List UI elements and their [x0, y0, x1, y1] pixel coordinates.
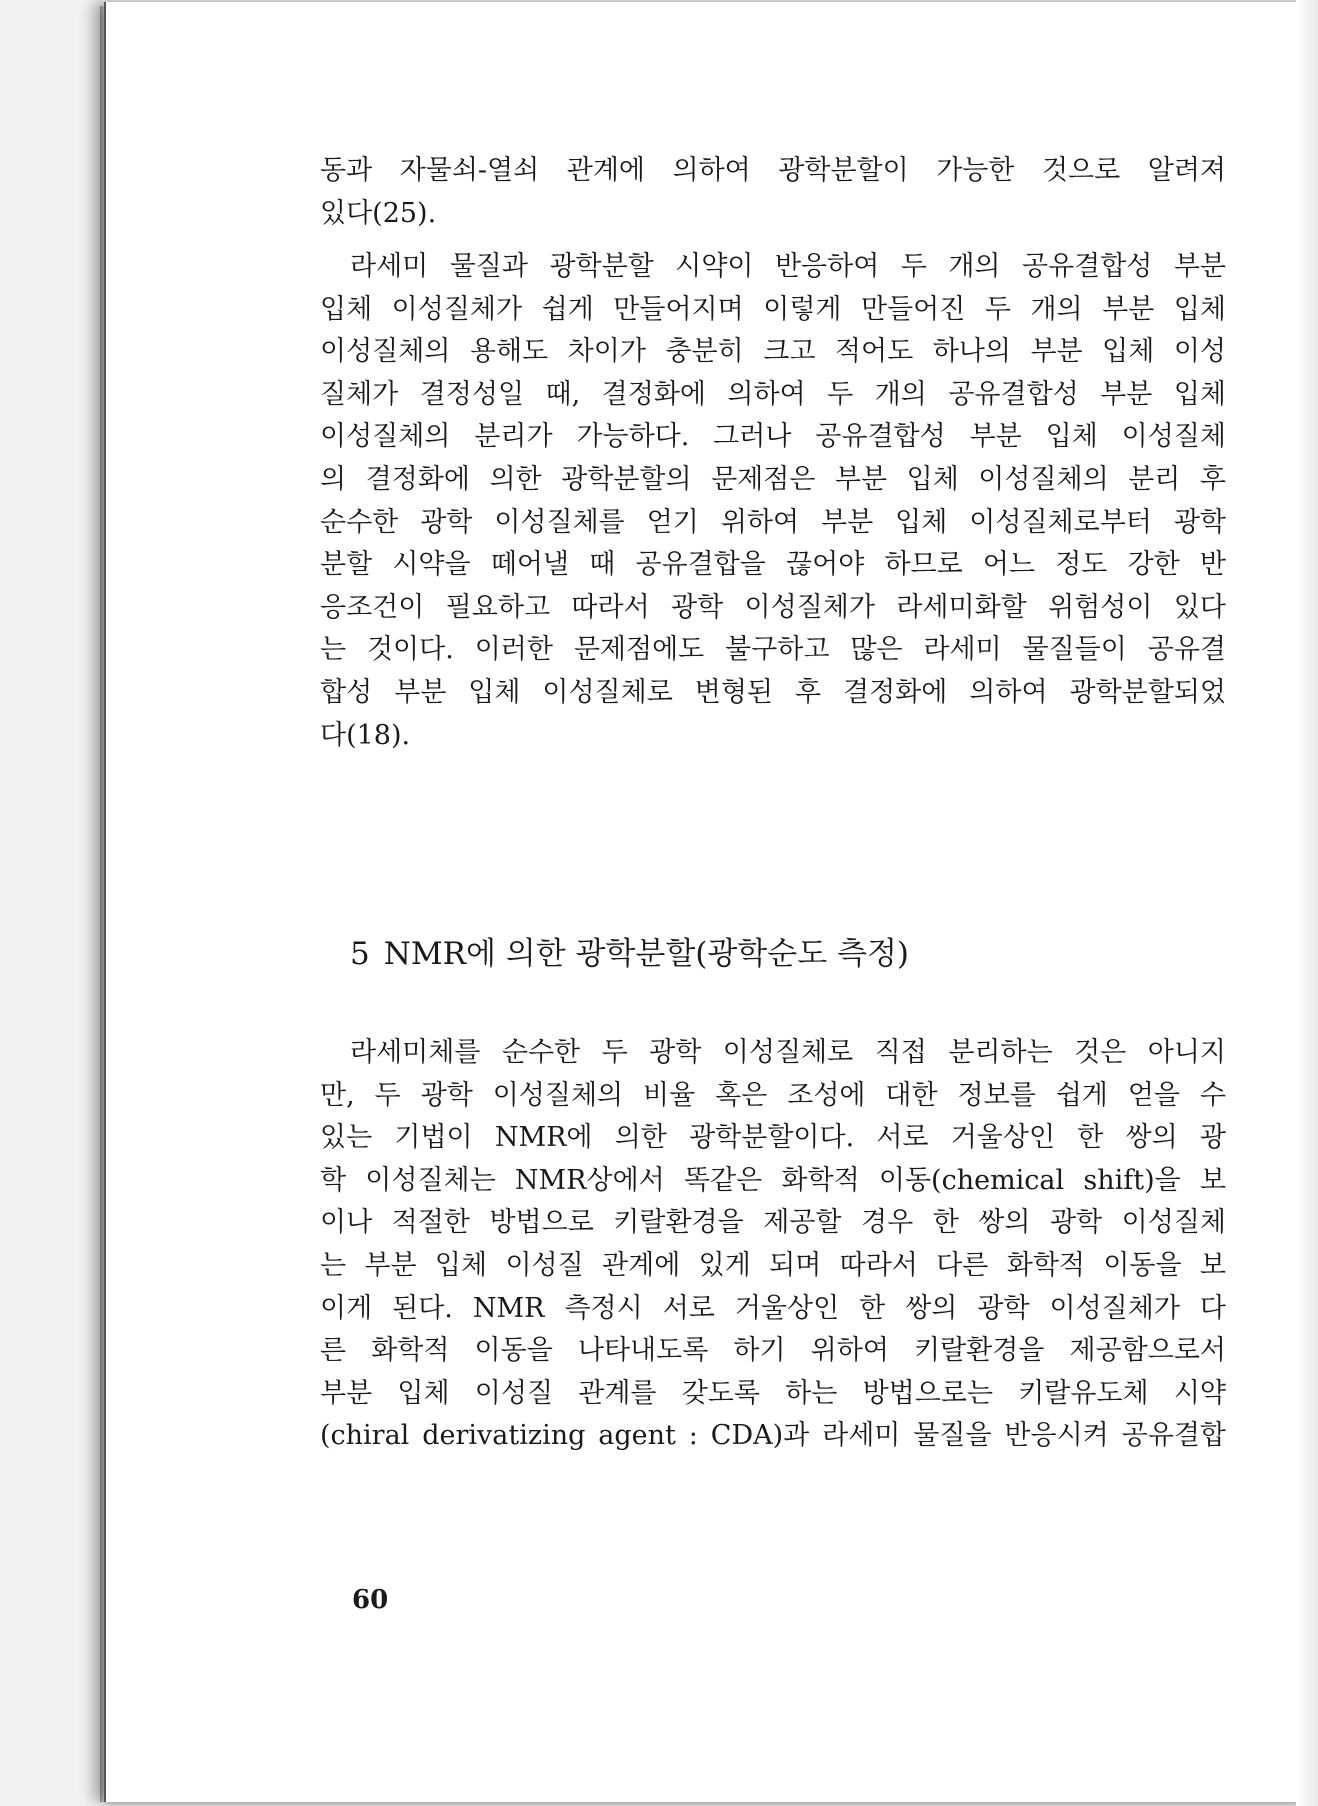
text-line: 만, 두 광학 이성질체의 비율 혹은 조성에 대한 정보를 쉽게 얻을 수: [320, 1079, 1226, 1111]
section-title: NMR에 의한 광학분할(광학순도 측정): [383, 936, 909, 972]
text-line: 이성질체의 분리가 가능하다. 그러나 공유결합성 부분 입체 이성질체: [320, 421, 1226, 453]
text-line: 의 결정화에 의한 광학분할의 문제점은 부분 입체 이성질체의 분리 후: [320, 463, 1226, 495]
text-line: 라세미체를 순수한 두 광학 이성질체로 직접 분리하는 것은 아니지: [350, 1037, 1226, 1068]
text-line: 이게 된다. NMR 측정시 서로 거울상인 한 쌍의 광학 이성질체가 다: [320, 1292, 1226, 1324]
section-heading: [350, 934, 909, 974]
text-line: 합성 부분 입체 이성질체로 변형된 후 결정화에 의하여 광학분할되었: [320, 676, 1226, 708]
text-line: 순수한 광학 이성질체를 얻기 위하여 부분 입체 이성질체로부터 광학: [320, 506, 1226, 538]
text-line: 라세미 물질과 광학분할 시약이 반응하여 두 개의 공유결합성 부분: [350, 251, 1226, 282]
text-line: 응조건이 필요하고 따라서 광학 이성질체가 라세미화할 위험성이 있다: [320, 591, 1226, 623]
paragraph-3: [320, 1032, 1226, 1458]
paragraph-2: [320, 246, 1226, 757]
text-line: 입체 이성질체가 쉽게 만들어지며 이렇게 만들어진 두 개의 부분 입체: [320, 293, 1226, 325]
text-line: 이성질체의 용해도 차이가 충분히 크고 적어도 하나의 부분 입체 이성: [320, 336, 1226, 368]
page-number: 60: [352, 1585, 389, 1615]
text-line: (chiral derivatizing agent : CDA)과 라세미 물질을 반응시켜 공유결합: [320, 1420, 1226, 1452]
paragraph-1: [320, 150, 1226, 235]
text-line: 른 화학적 이동을 나타내도록 하기 위하여 키랄환경을 제공함으로서: [320, 1335, 1226, 1367]
page-right-edge: [1296, 0, 1318, 1806]
section-number: 5: [350, 936, 370, 972]
text-line: 분할 시약을 떼어낼 때 공유결합을 끊어야 하므로 어느 정도 강한 반: [320, 549, 1226, 581]
text-line: 동과 자물쇠-열쇠 관계에 의하여 광학분할이 가능한 것으로 알려져: [320, 155, 1226, 186]
text-line: 있는 기법이 NMR에 의한 광학분할이다. 서로 거울상인 한 쌍의 광: [320, 1122, 1226, 1154]
text-line: 는 부분 입체 이성질 관계에 있게 되며 따라서 다른 화학적 이동을 보: [320, 1249, 1226, 1281]
text-line: 이나 적절한 방법으로 키랄환경을 제공할 경우 한 쌍의 광학 이성질체: [320, 1207, 1226, 1239]
text-line: 는 것이다. 이러한 문제점에도 불구하고 많은 라세미 물질들이 공유결: [320, 634, 1226, 666]
text-line: 부분 입체 이성질 관계를 갖도록 하는 방법으로는 키랄유도체 시약: [320, 1377, 1226, 1409]
text-line: 있다(25).: [320, 197, 437, 229]
text-line: 학 이성질체는 NMR상에서 똑같은 화학적 이동(chemical shift)을 보: [320, 1164, 1226, 1196]
text-line: 다(18).: [320, 719, 411, 751]
text-line: 질체가 결정성일 때, 결정화에 의하여 두 개의 공유결합성 부분 입체: [320, 378, 1226, 410]
